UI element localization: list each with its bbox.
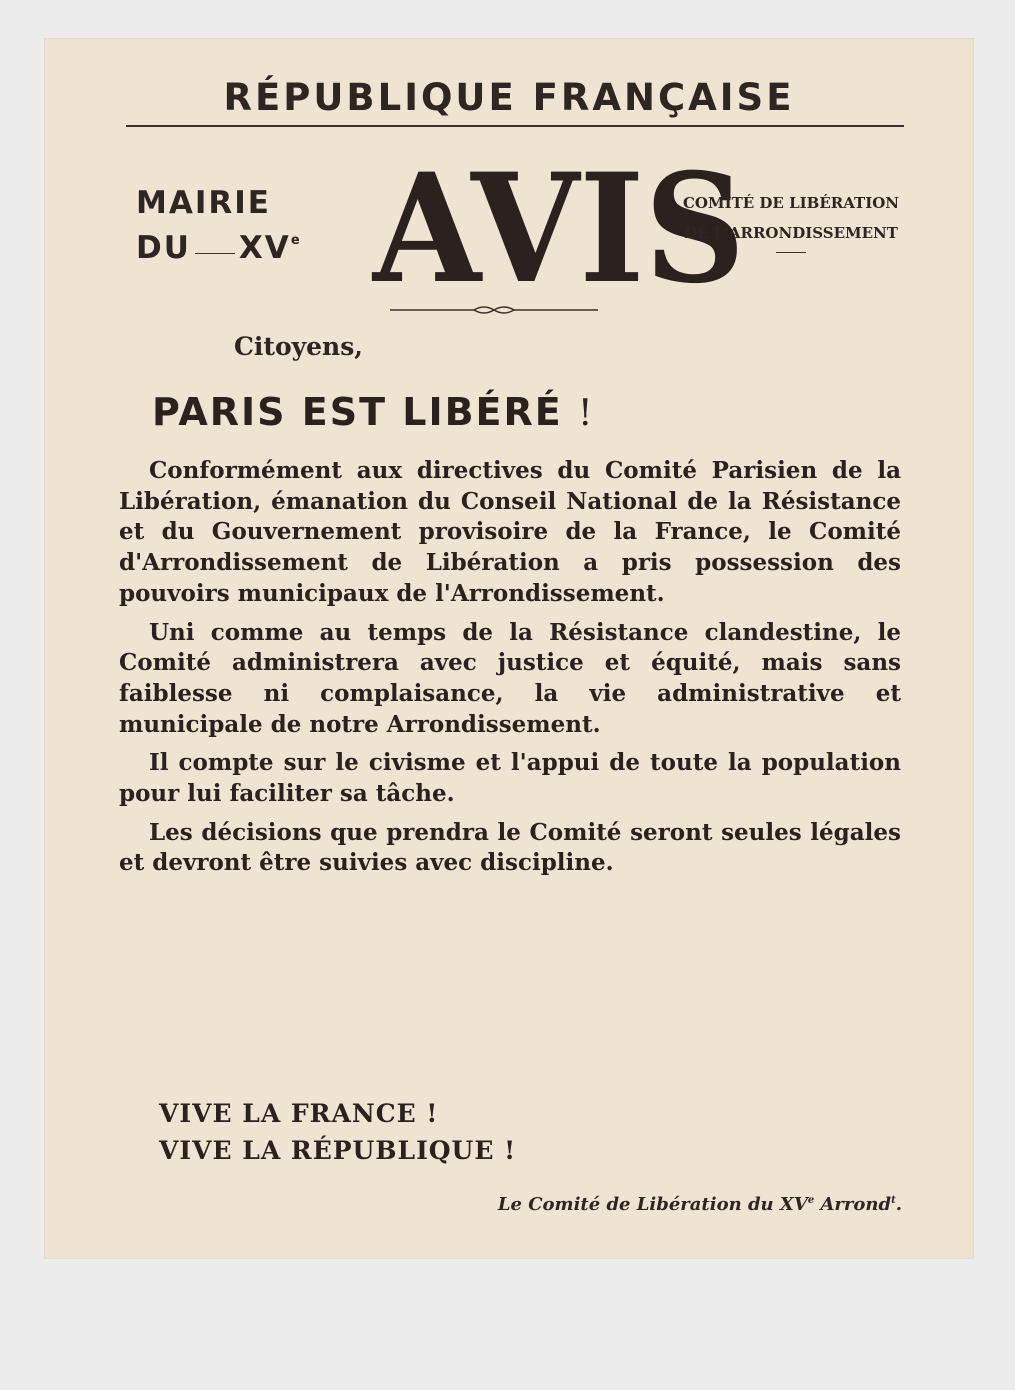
signature-end: Arrond	[814, 1194, 892, 1215]
signature-text: Le Comité de Libération du XV	[497, 1194, 808, 1215]
mairie-dash	[195, 253, 235, 254]
signature-sup1: e	[807, 1195, 815, 1206]
vive-la-france: VIVE LA FRANCE !	[159, 1099, 439, 1128]
poster	[44, 38, 974, 1259]
mairie-label	[136, 184, 326, 267]
comite-line1: COMITÉ DE LIBÉRATION	[682, 194, 900, 212]
greeting: Citoyens,	[234, 332, 364, 361]
signature-dot: .	[895, 1194, 902, 1215]
headline	[152, 390, 594, 434]
mairie-du: DU	[136, 230, 191, 266]
comite-line2: DE L'ARRONDISSEMENT	[684, 224, 898, 242]
proclamation-body	[119, 456, 901, 887]
comite-dash	[776, 252, 806, 253]
signature-sup2: t	[891, 1195, 896, 1206]
comite-label	[666, 188, 916, 253]
vive-la-republique: VIVE LA RÉPUBLIQUE !	[159, 1136, 517, 1165]
republique-heading: RÉPUBLIQUE FRANÇAISE	[223, 76, 795, 119]
header-rule	[126, 125, 904, 127]
mairie-line1: MAIRIE	[136, 185, 271, 221]
mairie-sup: e	[290, 233, 300, 248]
avis-title: AVIS	[372, 141, 746, 317]
paragraph-1: Conformément aux directives du Comité Parisien de la Libération, émanation du Conseil National de la Résistance et du Gouvernement provisoire de la France, le Comité d'Arrondissement de Libération a pris possession des pouvoirs municipaux de l'Arrondissement.	[119, 457, 901, 607]
signature	[498, 1194, 902, 1215]
paragraph-3: Il compte sur le civisme et l'appui de toute la population pour lui faciliter sa tâche.	[119, 749, 901, 808]
mairie-xv: XV	[238, 230, 291, 266]
headline-exclamation: !	[577, 393, 595, 434]
closing-slogans	[159, 1095, 516, 1169]
headline-text: PARIS EST LIBÉRÉ	[152, 390, 563, 434]
paragraph-2: Uni comme au temps de la Résistance clandestine, le Comité administrera avec justice et équité, mais sans faiblesse ni complaisance, la vie administrative et municipale de notre Arrondissement.	[119, 618, 901, 738]
ornament-divider	[390, 304, 598, 316]
paragraph-4: Les décisions que prendra le Comité seront seules légales et devront être suivies avec discipline.	[119, 818, 901, 877]
mairie-line2	[136, 222, 326, 267]
